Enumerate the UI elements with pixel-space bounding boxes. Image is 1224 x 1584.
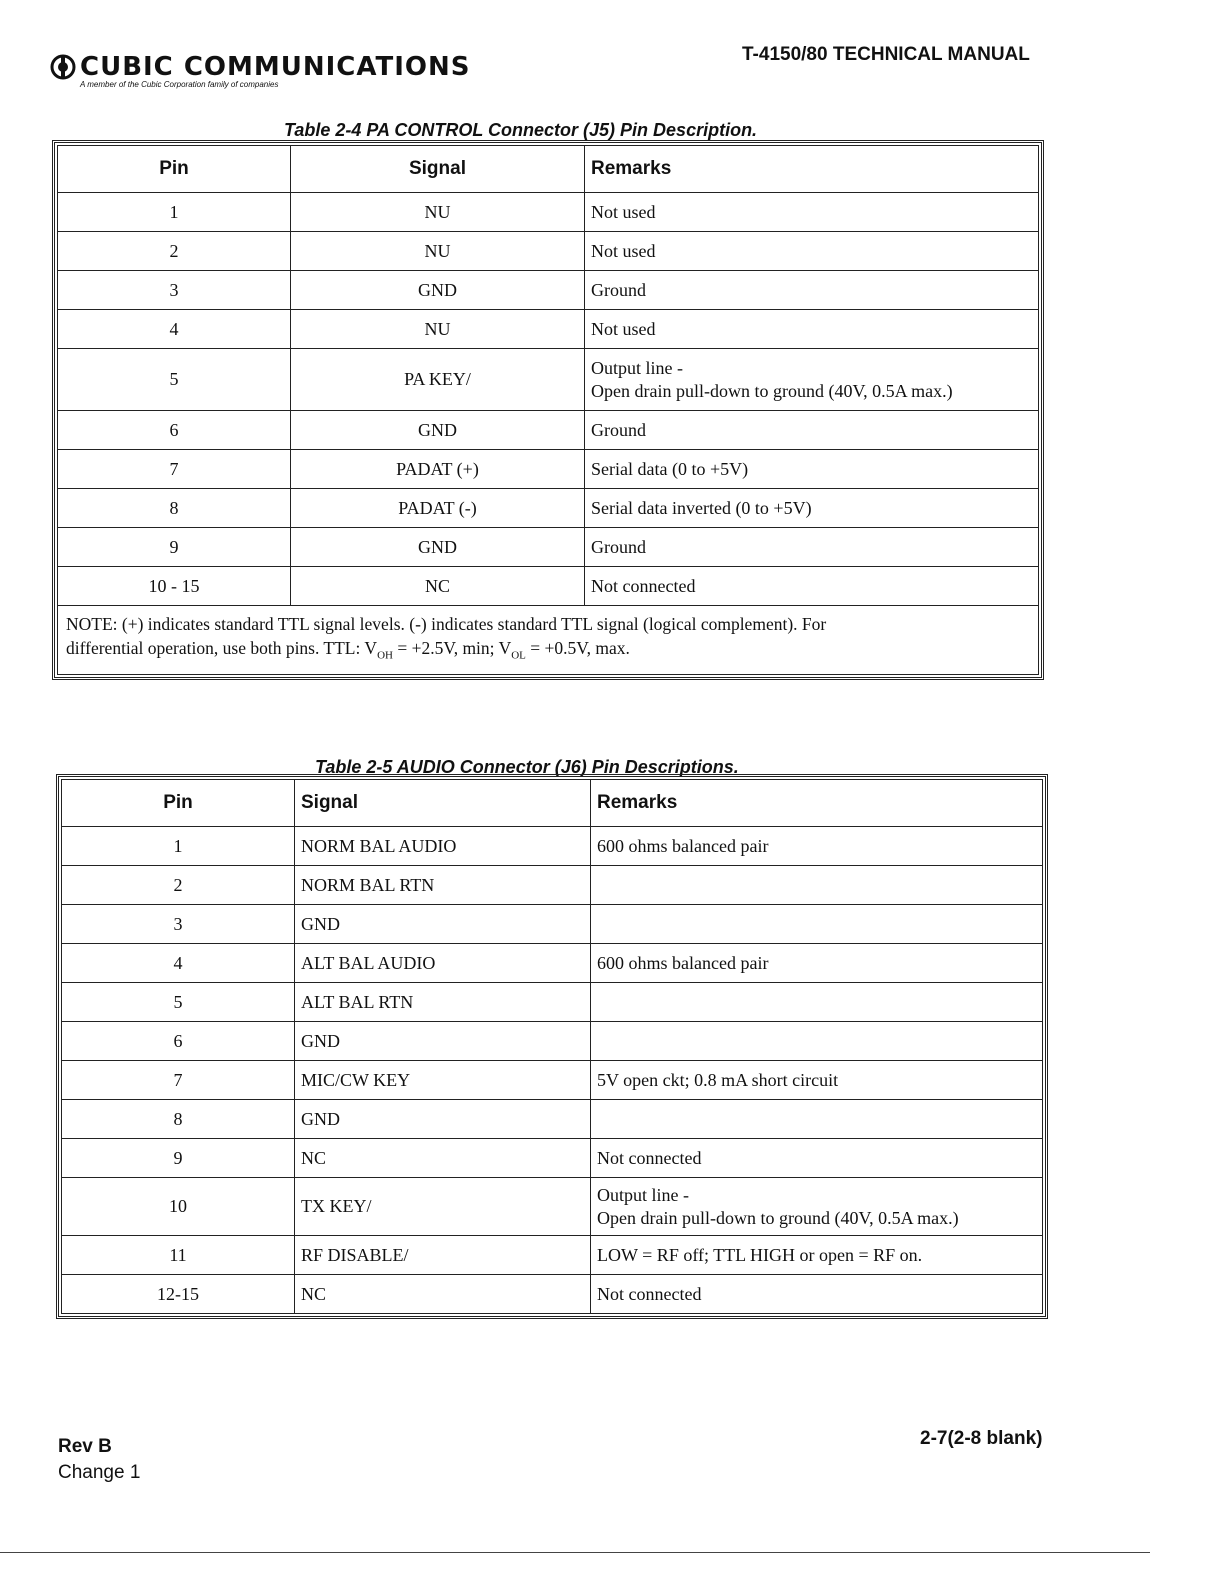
- note-line-2a: differential operation, use both pins. TTL: V: [66, 638, 378, 658]
- signal-cell: GND: [295, 905, 591, 944]
- table-row: [58, 310, 1039, 349]
- table-row: [62, 827, 1043, 866]
- table-row: [62, 1275, 1043, 1314]
- note-line-2b: = +2.5V, min; V: [392, 638, 512, 658]
- table-row: [58, 567, 1039, 606]
- pin-cell: 3: [58, 271, 291, 310]
- pin-cell: 7: [58, 450, 291, 489]
- remarks-text: Ground: [591, 536, 646, 557]
- signal-header: Signal: [295, 780, 591, 827]
- table-note-row: [58, 606, 1039, 675]
- remarks-cell: [585, 411, 1039, 450]
- pin-cell: 8: [58, 489, 291, 528]
- remarks-cell: [585, 232, 1039, 271]
- pin-cell: 1: [62, 827, 295, 866]
- pin-cell: 2: [62, 866, 295, 905]
- remarks-text-line2: Open drain pull-down to ground (40V, 0.5A max.): [597, 1207, 959, 1228]
- remarks-cell: [585, 450, 1039, 489]
- signal-cell: TX KEY/: [295, 1178, 591, 1236]
- remarks-cell: [591, 1275, 1043, 1314]
- remarks-cell: [585, 528, 1039, 567]
- note-line-2c: = +0.5V, max.: [525, 638, 630, 658]
- pin-cell: 9: [62, 1139, 295, 1178]
- table-row: [62, 905, 1043, 944]
- remarks-cell: [591, 1236, 1043, 1275]
- signal-cell: RF DISABLE/: [295, 1236, 591, 1275]
- pin-cell: 4: [62, 944, 295, 983]
- change-label: Change 1: [58, 1462, 141, 1483]
- pin-cell: 8: [62, 1100, 295, 1139]
- voh-subscript: OH: [377, 649, 393, 662]
- remarks-header: Remarks: [585, 146, 1039, 193]
- remarks-cell: [591, 1022, 1043, 1061]
- remarks-text: Not connected: [597, 1283, 702, 1304]
- signal-cell: NU: [291, 310, 585, 349]
- signal-cell: NC: [295, 1275, 591, 1314]
- pin-cell: 12-15: [62, 1275, 295, 1314]
- remarks-cell: [585, 193, 1039, 232]
- signal-cell: NORM BAL RTN: [295, 866, 591, 905]
- table-row: [58, 450, 1039, 489]
- table-row: [58, 193, 1039, 232]
- table-header-row: [58, 146, 1039, 193]
- table-row: [62, 944, 1043, 983]
- signal-cell: PADAT (-): [291, 489, 585, 528]
- signal-cell: NU: [291, 232, 585, 271]
- pin-cell: 5: [62, 983, 295, 1022]
- pin-header: Pin: [62, 780, 295, 827]
- pin-cell: 7: [62, 1061, 295, 1100]
- signal-cell: GND: [291, 411, 585, 450]
- company-logo: [50, 52, 470, 89]
- remarks-text: Ground: [591, 279, 646, 300]
- remarks-text: Output line -: [597, 1184, 689, 1205]
- signal-cell: GND: [291, 528, 585, 567]
- remarks-cell: [585, 489, 1039, 528]
- remarks-cell: [585, 567, 1039, 606]
- pin-cell: 6: [62, 1022, 295, 1061]
- remarks-text: Not connected: [591, 575, 696, 596]
- pin-cell: 2: [58, 232, 291, 271]
- cubic-logo-icon: [50, 54, 76, 80]
- remarks-text: Not used: [591, 201, 656, 222]
- table-row: [62, 866, 1043, 905]
- signal-cell: NC: [291, 567, 585, 606]
- signal-cell: NC: [295, 1139, 591, 1178]
- table-row: [62, 1100, 1043, 1139]
- table-row: [58, 489, 1039, 528]
- table-row: [58, 271, 1039, 310]
- pin-cell: 10 - 15: [58, 567, 291, 606]
- note-line-1: NOTE: (+) indicates standard TTL signal levels. (-) indicates standard TTL signal (logical complement). For: [66, 614, 827, 634]
- remarks-cell: [591, 983, 1043, 1022]
- pin-cell: 3: [62, 905, 295, 944]
- table2-caption: Table 2-5 AUDIO Connector (J6) Pin Descriptions.: [315, 757, 739, 777]
- remarks-cell: [591, 866, 1043, 905]
- pin-cell: 11: [62, 1236, 295, 1275]
- pin-cell: 6: [58, 411, 291, 450]
- remarks-cell: [591, 944, 1043, 983]
- pin-cell: 10: [62, 1178, 295, 1236]
- remarks-cell: [585, 349, 1039, 411]
- remarks-cell: [591, 1178, 1043, 1236]
- pin-header: Pin: [58, 146, 291, 193]
- table-row: [58, 528, 1039, 567]
- table-note: [58, 606, 1039, 675]
- remarks-text: Output line -: [591, 357, 683, 378]
- signal-cell: NORM BAL AUDIO: [295, 827, 591, 866]
- signal-cell: PA KEY/: [291, 349, 585, 411]
- pin-cell: 4: [58, 310, 291, 349]
- remarks-cell: [591, 827, 1043, 866]
- table-header-row: [62, 780, 1043, 827]
- pa-control-table: [52, 140, 1044, 680]
- audio-table: [56, 774, 1048, 1319]
- remarks-text: Not used: [591, 318, 656, 339]
- remarks-text: 600 ohms balanced pair: [597, 835, 769, 856]
- remarks-cell: [591, 1139, 1043, 1178]
- signal-header: Signal: [291, 146, 585, 193]
- manual-title: T-4150/80 TECHNICAL MANUAL: [742, 44, 1030, 65]
- remarks-cell: [591, 1061, 1043, 1100]
- page-number: 2-7(2-8 blank): [920, 1428, 1043, 1449]
- remarks-cell: [585, 271, 1039, 310]
- remarks-text-line2: Open drain pull-down to ground (40V, 0.5A max.): [591, 380, 953, 401]
- company-tagline: A member of the Cubic Corporation family of companies: [80, 80, 279, 89]
- vol-subscript: OL: [511, 649, 526, 662]
- remarks-text: LOW = RF off; TTL HIGH or open = RF on.: [597, 1244, 923, 1265]
- remarks-cell: [585, 310, 1039, 349]
- signal-cell: GND: [291, 271, 585, 310]
- table-row: [58, 411, 1039, 450]
- remarks-text: Not connected: [597, 1147, 702, 1168]
- table-row: [58, 232, 1039, 271]
- table-row: [62, 1061, 1043, 1100]
- signal-cell: NU: [291, 193, 585, 232]
- signal-cell: GND: [295, 1100, 591, 1139]
- signal-cell: PADAT (+): [291, 450, 585, 489]
- bottom-divider: [0, 1552, 1150, 1553]
- table1-caption: Table 2-4 PA CONTROL Connector (J5) Pin Description.: [284, 120, 758, 140]
- signal-cell: ALT BAL AUDIO: [295, 944, 591, 983]
- revision-label: Rev B: [58, 1436, 112, 1457]
- table-row: [58, 349, 1039, 411]
- table-row: [62, 1178, 1043, 1236]
- pin-cell: 5: [58, 349, 291, 411]
- remarks-text: Serial data inverted (0 to +5V): [591, 497, 812, 518]
- pin-cell: 1: [58, 193, 291, 232]
- remarks-text: 600 ohms balanced pair: [597, 952, 769, 973]
- signal-cell: GND: [295, 1022, 591, 1061]
- remarks-text: Ground: [591, 419, 646, 440]
- pin-cell: 9: [58, 528, 291, 567]
- table-row: [62, 1236, 1043, 1275]
- company-name: CUBIC COMMUNICATIONS: [80, 52, 471, 82]
- remarks-text: Not used: [591, 240, 656, 261]
- signal-cell: MIC/CW KEY: [295, 1061, 591, 1100]
- remarks-text: 5V open ckt; 0.8 mA short circuit: [597, 1069, 839, 1090]
- remarks-cell: [591, 1100, 1043, 1139]
- table-row: [62, 1022, 1043, 1061]
- table-row: [62, 1139, 1043, 1178]
- remarks-text: Serial data (0 to +5V): [591, 458, 749, 479]
- remarks-cell: [591, 905, 1043, 944]
- remarks-header: Remarks: [591, 780, 1043, 827]
- signal-cell: ALT BAL RTN: [295, 983, 591, 1022]
- table-row: [62, 983, 1043, 1022]
